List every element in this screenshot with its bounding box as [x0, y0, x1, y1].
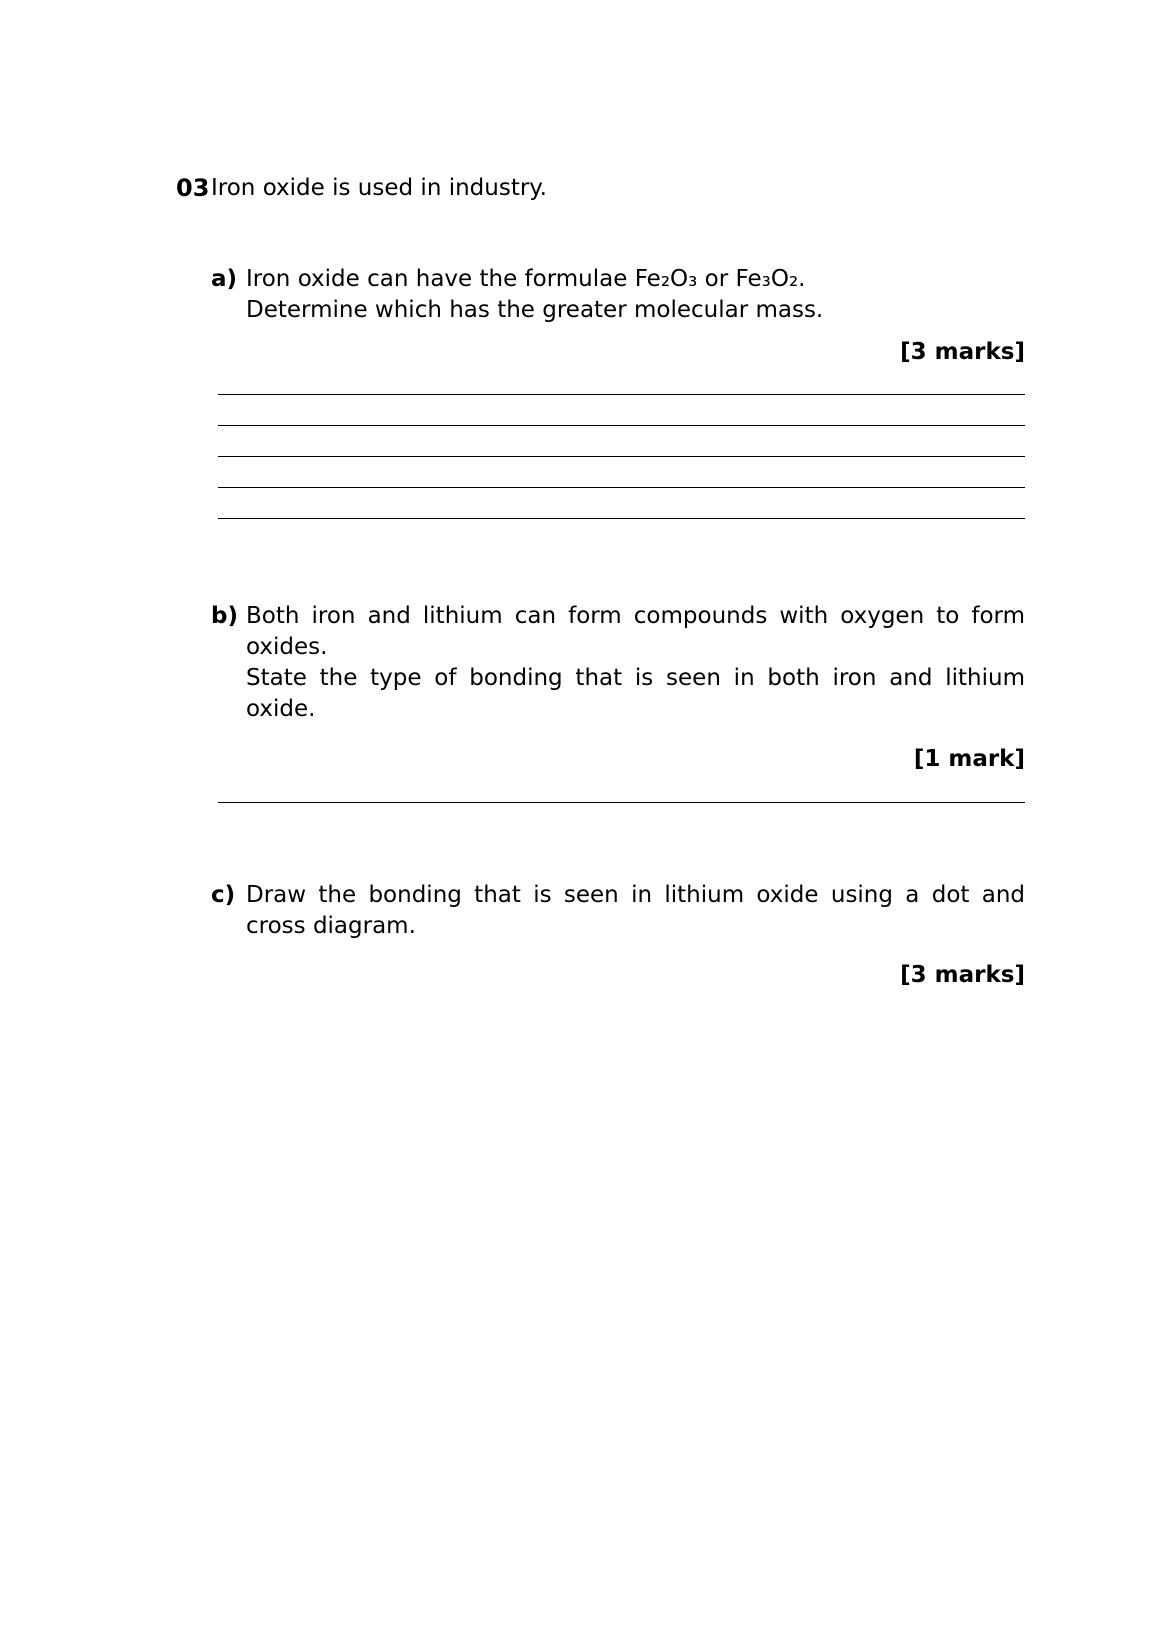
answer-line[interactable] — [218, 518, 1025, 519]
part-b-line-2: State the type of bonding that is seen in both iron and lithium oxide. — [246, 665, 1025, 722]
part-c-text — [246, 880, 1025, 942]
answer-line[interactable] — [218, 394, 1025, 395]
part-a-label: a) — [211, 266, 238, 292]
part-b-marks: [1 mark] — [913, 746, 1025, 772]
part-c-marks: [3 marks] — [900, 962, 1025, 988]
part-c — [211, 880, 1025, 1000]
answer-line[interactable] — [218, 456, 1025, 457]
part-b-line-1: Both iron and lithium can form compounds with oxygen to form oxides. — [246, 603, 1025, 660]
question-number: 03 — [176, 174, 210, 202]
part-c-label: c) — [211, 882, 236, 908]
part-a-text — [246, 264, 1025, 326]
part-a-line-2: Determine which has the greater molecular mass. — [246, 297, 824, 323]
part-a-line-1: Iron oxide can have the formulae Fe₂O₃ or Fe₃O₂. — [246, 266, 806, 292]
part-c-line-1: Draw the bonding that is seen in lithium oxide using a dot and cross diagram. — [246, 882, 1025, 939]
answer-line[interactable] — [218, 425, 1025, 426]
answer-line[interactable] — [218, 487, 1025, 488]
part-b-label: b) — [211, 603, 238, 629]
part-a-marks: [3 marks] — [900, 339, 1025, 365]
question-stem: Iron oxide is used in industry. — [211, 175, 547, 201]
part-b — [211, 601, 1025, 821]
part-b-text — [246, 601, 1025, 725]
answer-line[interactable] — [218, 802, 1025, 803]
part-a — [211, 264, 1025, 544]
